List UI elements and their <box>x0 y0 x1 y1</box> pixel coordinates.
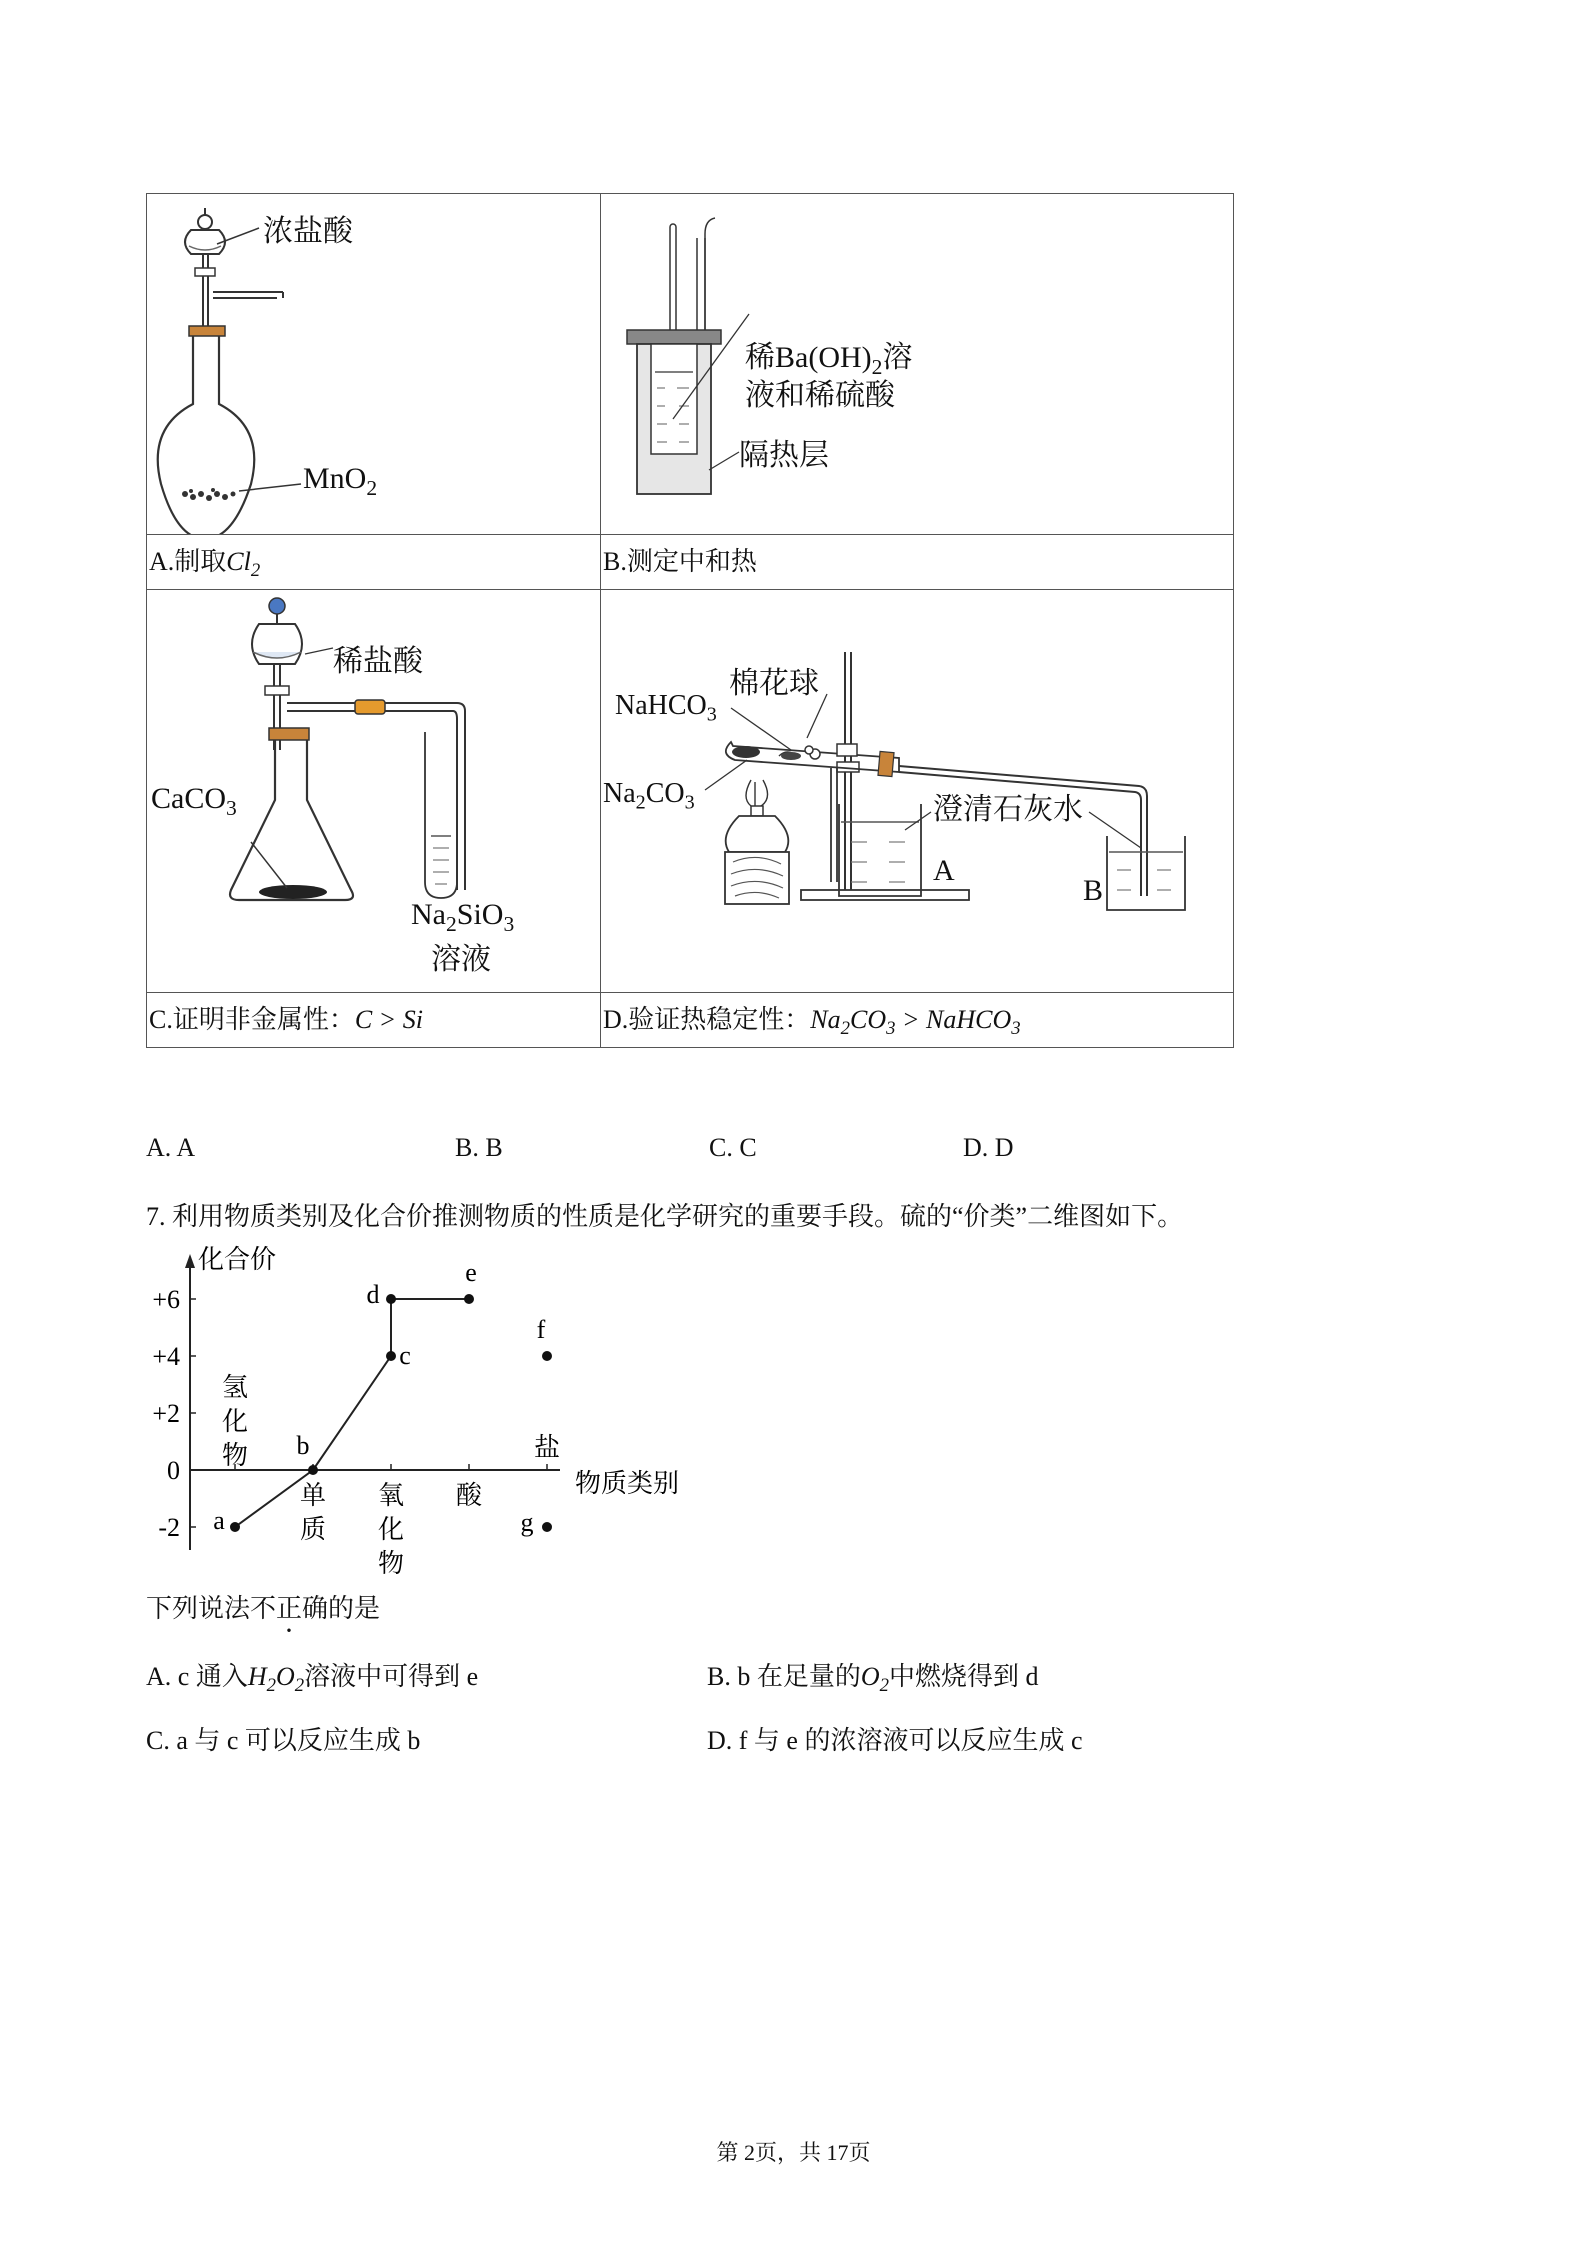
q7-option-d: D. f 与 e 的浓溶液可以反应生成 c <box>707 1726 1083 1755</box>
label-reagents-line2: 液和稀硫酸 <box>745 379 895 412</box>
point-c <box>386 1351 396 1361</box>
q6-option-b: B. B <box>455 1133 503 1162</box>
label-na2co3: $Na_2CO_3$ <box>603 778 695 814</box>
x-axis-label: 物质类别 <box>575 1469 680 1498</box>
label-conc-hcl: 浓盐酸 <box>263 215 353 248</box>
label-dilute-hcl: 稀盐酸 <box>333 645 423 678</box>
valence-path-line <box>235 1299 469 1527</box>
label-na2sio3: $Na_2SiO_3$ <box>411 898 515 936</box>
category-label: 物 <box>221 1440 249 1470</box>
q6-option-d: D. D <box>963 1133 1014 1162</box>
y-axis-arrow <box>185 1254 195 1268</box>
point-label-g: g <box>520 1508 534 1537</box>
q7-option-c: C. a 与 c 可以反应生成 b <box>146 1726 421 1755</box>
chart-category-labels <box>222 1373 560 1578</box>
y-tick-label: +6 <box>152 1285 180 1314</box>
q7-option-b: B. b 在足量的$O_2$中燃烧得到 d <box>707 1662 1039 1697</box>
point-g <box>542 1522 552 1532</box>
label-caco3: CaCO$_3$ <box>151 782 237 820</box>
cell-a-caption: A.制取$Cl_2$ <box>147 535 601 590</box>
point-label-c: c <box>399 1341 411 1370</box>
y-tick-label: -2 <box>158 1513 180 1542</box>
category-label: 化 <box>221 1406 249 1436</box>
cell-b-figure <box>601 194 1234 535</box>
chart-axes <box>185 1245 679 1550</box>
thermal-stability-apparatus-drawing <box>601 590 1233 992</box>
y-axis-label: 化合价 <box>198 1245 277 1274</box>
label-beaker-b: B <box>1083 874 1104 907</box>
category-label: 物 <box>377 1549 405 1578</box>
point-d <box>386 1294 396 1304</box>
cell-d-caption: D.验证热稳定性：$Na_2CO_3$ > NaHCO$_3$ <box>601 993 1234 1048</box>
point-label-b: b <box>296 1431 310 1460</box>
q7-prompt: 下列说法不正确的是 <box>146 1594 381 1623</box>
label-limewater: 澄清石灰水 <box>933 793 1083 826</box>
category-label: 质 <box>299 1515 327 1544</box>
label-nahco3: NaHCO$_3$ <box>615 690 717 726</box>
cell-b-caption: B.测定中和热 <box>601 535 1234 590</box>
point-a <box>230 1522 240 1532</box>
point-e <box>464 1294 474 1304</box>
category-label: 氢 <box>221 1372 249 1402</box>
category-label: 盐 <box>533 1432 561 1462</box>
y-tick-label: +2 <box>152 1399 180 1428</box>
page-footer: 第 2页，共 17页 <box>716 2140 871 2165</box>
q7-stem: 7. 利用物质类别及化合价推测物质的性质是化学研究的重要手段。硫的“价类”二维图如下。 <box>146 1202 1184 1231</box>
point-label-f: f <box>536 1315 546 1344</box>
point-f <box>542 1351 552 1361</box>
category-label: 酸 <box>455 1481 483 1510</box>
y-tick-label: +4 <box>152 1342 180 1371</box>
experiment-table <box>146 193 1234 1048</box>
cell-a-figure <box>147 194 601 535</box>
point-label-a: a <box>213 1506 225 1535</box>
label-reagents-line1: 稀$Ba(OH)_2$溶 <box>745 341 913 379</box>
q6-option-a: A. A <box>146 1133 196 1162</box>
label-beaker-a: A <box>933 854 955 887</box>
q7-option-a: A. c 通入$H_2O_2$溶液中可得到 e <box>146 1662 479 1697</box>
cell-c-figure <box>147 590 601 993</box>
cell-d-figure <box>601 590 1234 993</box>
point-label-e: e <box>465 1258 477 1287</box>
q6-option-c: C. C <box>709 1133 757 1162</box>
valence-class-chart <box>140 1240 720 1580</box>
label-cotton-ball: 棉花球 <box>729 667 819 700</box>
cell-c-caption: C.证明非金属性：C > Si <box>147 993 601 1048</box>
point-label-d: d <box>366 1280 380 1309</box>
point-b <box>308 1465 318 1475</box>
y-tick-label: 0 <box>167 1456 180 1485</box>
category-label: 化 <box>377 1515 405 1544</box>
label-insulation: 隔热层 <box>739 439 829 472</box>
chart-connecting-path <box>235 1299 469 1527</box>
calorimeter-drawing <box>601 194 1233 534</box>
label-solution: 溶液 <box>431 943 491 976</box>
label-mno2: MnO$_2$ <box>303 462 378 500</box>
category-label: 单 <box>299 1481 327 1510</box>
category-label: 氧 <box>377 1481 405 1510</box>
